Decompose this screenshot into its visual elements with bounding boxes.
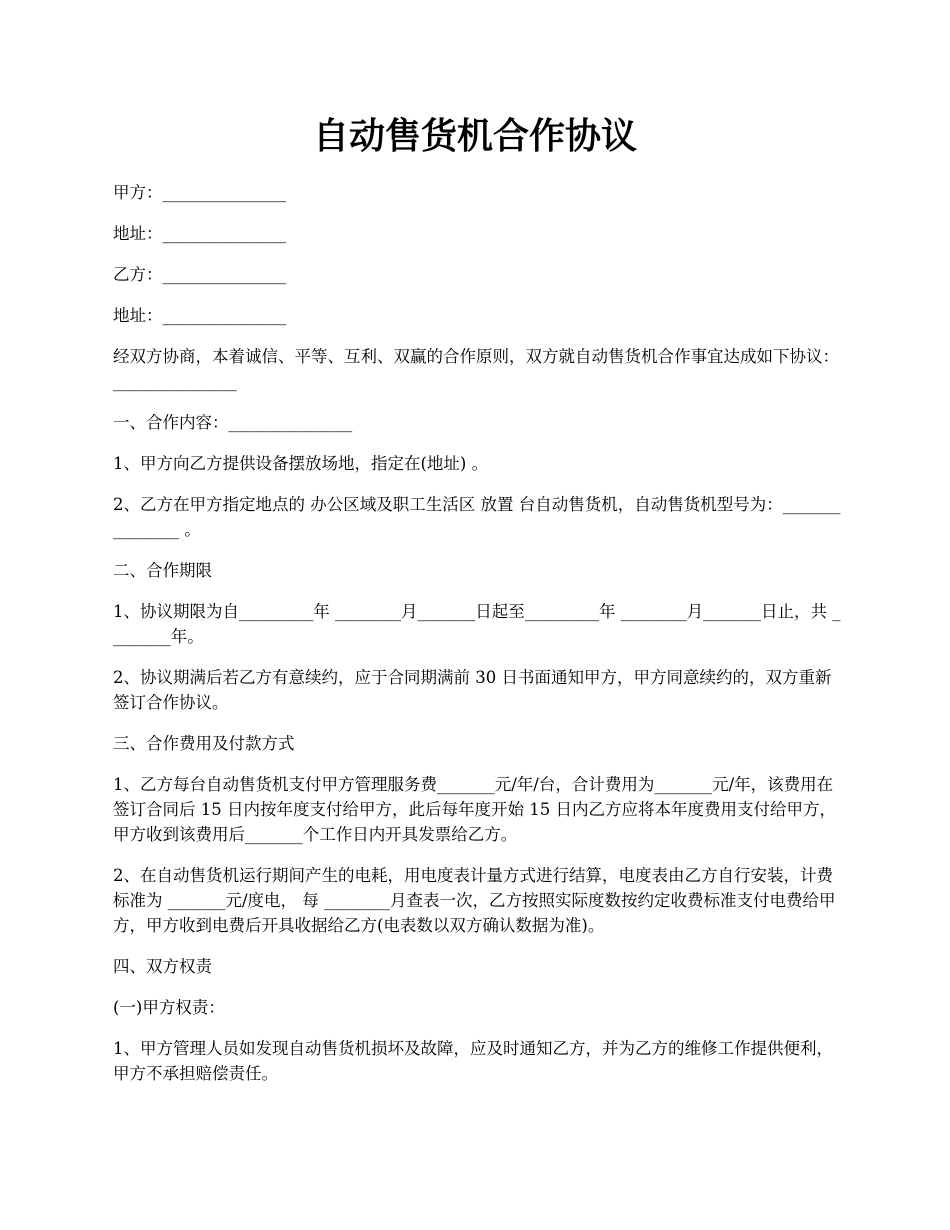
party-a-line: 甲方：_______________ [113,183,287,202]
document-title: 自动售货机合作协议 [312,115,637,157]
section-heading-rights-responsibilities: 四、双方权责 [113,957,212,976]
clause-paragraph: 2、乙方在甲方指定地点的 办公区域及职工生活区 放置 台自动售货机，自动售货机型号为：_______________ 。 [113,495,841,539]
clause-paragraph: 2、在自动售货机运行期间产生的电耗，用电度表计量方式进行结算，电度表由乙方自行安装，计费标准为 _______元/度电， 每 ________月查表一次，乙方按照实际度数按约定收费标准支付电费给甲方，甲方收到电费后开具收据给乙方(电表数以双方确认数据为准)。 [113,866,836,935]
clause-paragraph: 1、甲方向乙方提供设备摆放场地，指定在(地址) 。 [113,454,489,473]
party-b-address-line: 地址：_______________ [113,306,287,325]
preamble-paragraph: 经双方协商，本着诚信、平等、互利、双赢的合作原则，双方就自动售货机合作事宜达成如下协议：_______________ [113,347,839,391]
section-heading-cooperation-term: 二、合作期限 [113,561,212,580]
party-b-line: 乙方：_______________ [113,265,287,284]
section-heading-fees-payment: 三、合作费用及付款方式 [113,734,295,753]
subsection-heading-party-a: (一)甲方权责： [113,998,225,1017]
section-heading-cooperation-content: 一、合作内容：_______________ [113,413,353,432]
clause-paragraph: 1、甲方管理人员如发现自动售货机损坏及故障，应及时通知乙方，并为乙方的维修工作提供便利，甲方不承担赔偿责任。 [113,1039,833,1083]
clause-paragraph: 1、协议期限为自_________年 ________月_______日起至_________年 ________月_______日止，共 ________年。 [113,602,841,646]
party-a-address-line: 地址：_______________ [113,224,287,243]
clause-paragraph: 2、协议期满后若乙方有意续约，应于合同期满前 30 日书面通知甲方，甲方同意续约的，双方重新签订合作协议。 [113,668,832,712]
clause-paragraph: 1、乙方每台自动售货机支付甲方管理服务费_______元/年/台，合计费用为_______元/年，该费用在签订合同后 15 日内按年度支付给甲方，此后每年度开始 15 日内乙方应将本年度费用支付给甲方，甲方收到该费用后_______个工作日内开具发票给乙方。 [113,775,836,844]
document-body [113,180,845,1102]
